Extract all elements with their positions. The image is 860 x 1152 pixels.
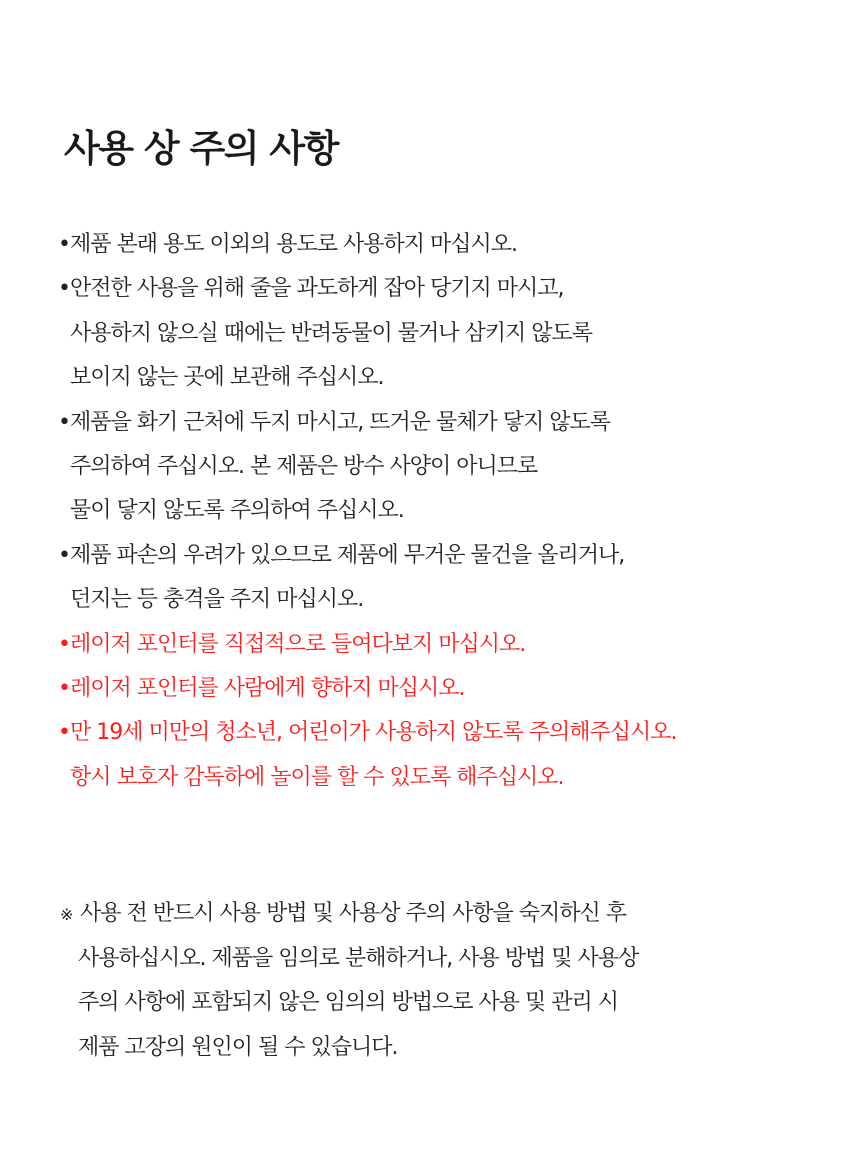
caution-line	[58, 318, 677, 362]
caution-text: 제품 파손의 우려가 있으므로 제품에 무거운 물건을 올리거나,	[70, 542, 625, 568]
caution-line	[58, 229, 677, 273]
caution-text: 제품을 화기 근처에 두지 마시고, 뜨거운 물체가 닿지 않도록	[70, 409, 610, 435]
caution-line	[58, 407, 677, 451]
caution-line	[58, 495, 677, 539]
caution-text: 레이저 포인터를 사람에게 향하지 마십시오.	[70, 675, 465, 701]
caution-item	[58, 629, 677, 673]
caution-list	[58, 229, 677, 806]
caution-line	[58, 273, 677, 317]
caution-text: 안전한 사용을 위해 줄을 과도하게 잡아 당기지 마시고,	[70, 276, 564, 302]
caution-item	[58, 229, 677, 273]
caution-text: 주의하여 주십시오. 본 제품은 방수 사양이 아니므로	[70, 453, 538, 479]
bullet-icon: •	[58, 631, 70, 657]
caution-text: 항시 보호자 감독하에 놀이를 할 수 있도록 해주십시오.	[70, 764, 564, 790]
note-text: 사용 전 반드시 사용 방법 및 사용상 주의 사항을 숙지하신 후	[80, 901, 626, 926]
caution-text: 사용하지 않으실 때에는 반려동물이 물거나 삼키지 않도록	[70, 320, 593, 346]
caution-line	[58, 540, 677, 584]
reference-mark-icon: ※	[60, 905, 73, 924]
caution-text: 만 19세 미만의 청소년, 어린이가 사용하지 않도록 주의해주십시오.	[70, 720, 677, 746]
caution-line	[58, 362, 677, 406]
caution-text: 보이지 않는 곳에 보관해 주십시오.	[70, 365, 384, 391]
caution-item	[58, 717, 677, 806]
note-line	[60, 1032, 638, 1077]
bullet-icon: •	[58, 720, 70, 746]
caution-line	[58, 717, 677, 761]
note-line	[60, 987, 638, 1032]
caution-item	[58, 273, 677, 406]
caution-item	[58, 673, 677, 717]
caution-text: 물이 닿지 않도록 주의하여 주십시오.	[70, 498, 404, 524]
note-line	[60, 898, 638, 943]
bullet-icon: •	[58, 232, 70, 257]
bullet-icon: •	[58, 276, 70, 302]
page-title: 사용 상 주의 사항	[64, 127, 338, 170]
caution-text: 레이저 포인터를 직접적으로 들여다보지 마십시오.	[70, 631, 526, 657]
caution-line	[58, 762, 677, 806]
note-line	[60, 943, 638, 988]
caution-line	[58, 451, 677, 495]
caution-line	[58, 629, 677, 673]
note-text: 사용하십시오. 제품을 임의로 분해하거나, 사용 방법 및 사용상	[78, 945, 639, 971]
caution-item	[58, 407, 677, 540]
caution-item	[58, 540, 677, 629]
bullet-icon: •	[58, 675, 70, 701]
note-text: 제품 고장의 원인이 될 수 있습니다.	[78, 1034, 398, 1060]
bullet-icon: •	[58, 542, 70, 568]
caution-line	[58, 584, 677, 628]
caution-line	[58, 673, 677, 717]
caution-text: 던지는 등 충격을 주지 마십시오.	[70, 587, 364, 613]
caution-text: 제품 본래 용도 이외의 용도로 사용하지 마십시오.	[70, 232, 517, 257]
note-text: 주의 사항에 포함되지 않은 임의의 방법으로 사용 및 관리 시	[78, 990, 618, 1016]
usage-note	[60, 898, 638, 1076]
bullet-icon: •	[58, 409, 70, 435]
